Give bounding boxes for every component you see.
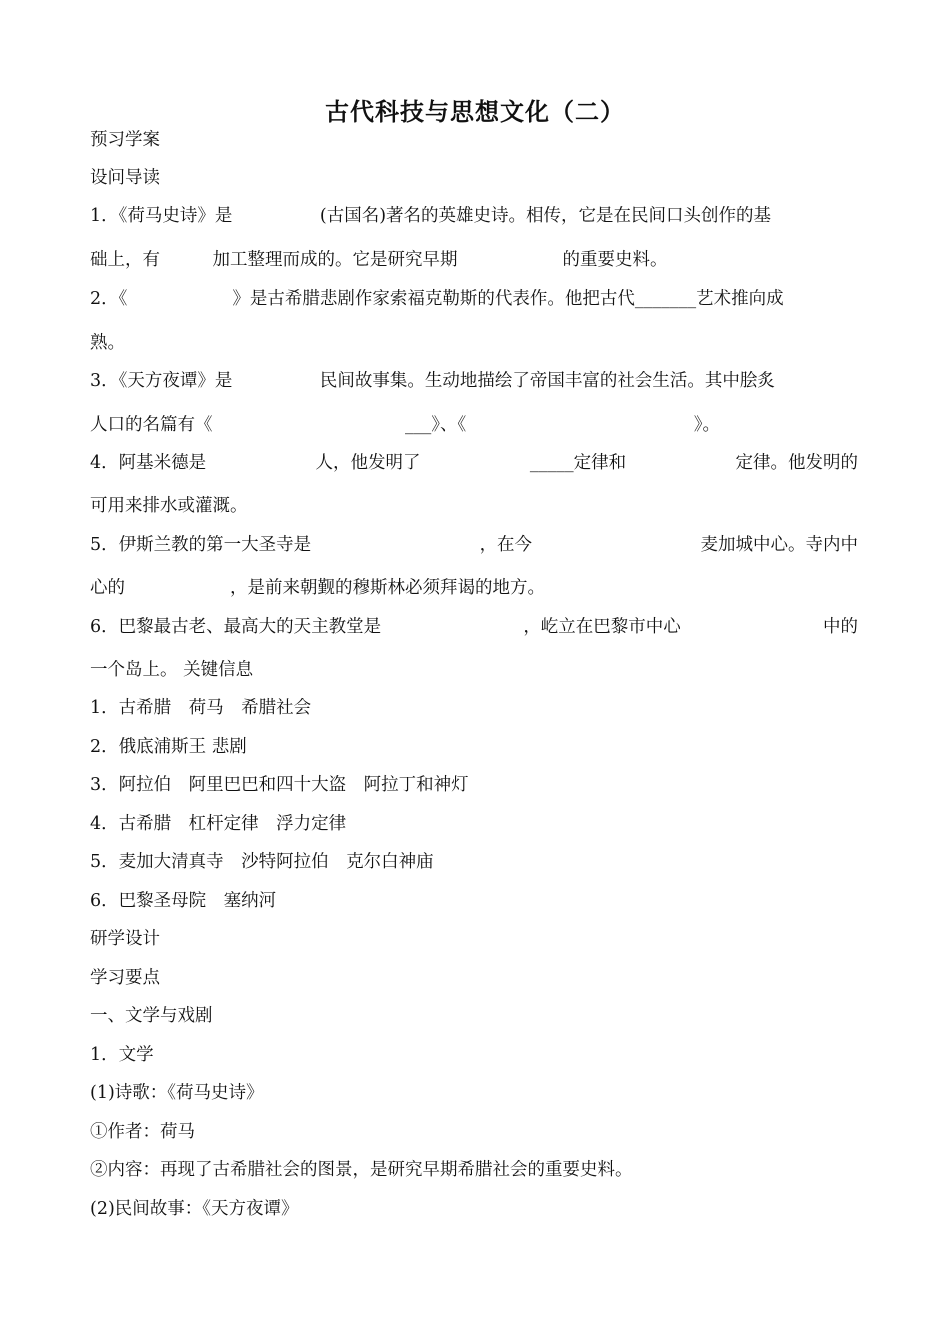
question-6-part: 中的 [822, 617, 858, 637]
question-6-part: ，屹立在巴黎市中心 [523, 617, 681, 637]
question-3-line-1: 3．《天方夜谭》是 民间故事集。生动地描绘了帝国丰富的社会生活。其中脍炙 [90, 371, 775, 391]
outline-item: 1．文学 [90, 1045, 154, 1065]
question-6-line-1 [90, 615, 858, 639]
question-5-part: ，在今 [479, 535, 533, 555]
answer-6: 6．巴黎圣母院 塞纳河 [90, 891, 277, 911]
outline-item: ②内容：再现了古希腊社会的图景，是研究早期希腊社会的重要史料。 [90, 1160, 633, 1180]
outline-item: 一、文学与戏剧 [90, 1006, 213, 1026]
answer-4: 4．古希腊 杠杆定律 浮力定律 [90, 814, 347, 834]
section-preview: 预习学案 [90, 130, 160, 150]
section-guide: 设问导读 [90, 168, 160, 188]
question-5-line-2: 心的 ，是前来朝觐的穆斯林必须拜谒的地方。 [90, 578, 545, 598]
section-key-info: 关键信息 [183, 660, 254, 680]
question-2-line-2: 熟。 [90, 333, 125, 353]
question-2-line-1: 2．《 》是古希腊悲剧作家索福克勒斯的代表作。他把古代_______艺术推向成 [90, 289, 784, 309]
question-4-part: _____定律和 [529, 453, 627, 473]
question-6-line-2 [90, 658, 253, 682]
question-4-line-1 [90, 451, 858, 475]
question-5-line-1 [90, 533, 858, 557]
answer-5: 5．麦加大清真寺 沙特阿拉伯 克尔白神庙 [90, 852, 434, 872]
document-title: 古代科技与思想文化（二） [325, 97, 625, 126]
section-key-points: 学习要点 [90, 968, 160, 988]
outline-item: (1)诗歌：《荷马史诗》 [90, 1083, 264, 1103]
outline-item: (2)民间故事：《天方夜谭》 [90, 1199, 299, 1219]
answer-2: 2．俄底浦斯王 悲剧 [90, 737, 247, 757]
question-4-part: 人，他发明了 [315, 453, 421, 473]
question-6-tail: 一个岛上。 [90, 660, 178, 680]
answer-3: 3．阿拉伯 阿里巴巴和四十大盗 阿拉丁和神灯 [90, 775, 469, 795]
question-5-part: 5．伊斯兰教的第一大圣寺是 [90, 535, 312, 555]
question-5-part: 麦加城中心。寺内中 [700, 535, 858, 555]
section-study-design: 研学设计 [90, 929, 160, 949]
question-3-line-2: 人口的名篇有《 ___》、《 》。 [90, 415, 720, 435]
question-1-line-1: 1．《荷马史诗》是 (古国名)著名的英雄史诗。相传，它是在民间口头创作的基 [90, 206, 772, 226]
question-4-line-2: 可用来排水或灌溉。 [90, 496, 248, 516]
question-4-part: 定律。他发明的 [735, 453, 858, 473]
question-4-part: 4．阿基米德是 [90, 453, 207, 473]
outline-item: ①作者：荷马 [90, 1122, 195, 1142]
question-6-part: 6．巴黎最古老、最高大的天主教堂是 [90, 617, 382, 637]
answer-1: 1．古希腊 荷马 希腊社会 [90, 698, 312, 718]
question-1-line-2: 础上，有 加工整理而成的。它是研究早期 的重要史料。 [90, 250, 668, 270]
